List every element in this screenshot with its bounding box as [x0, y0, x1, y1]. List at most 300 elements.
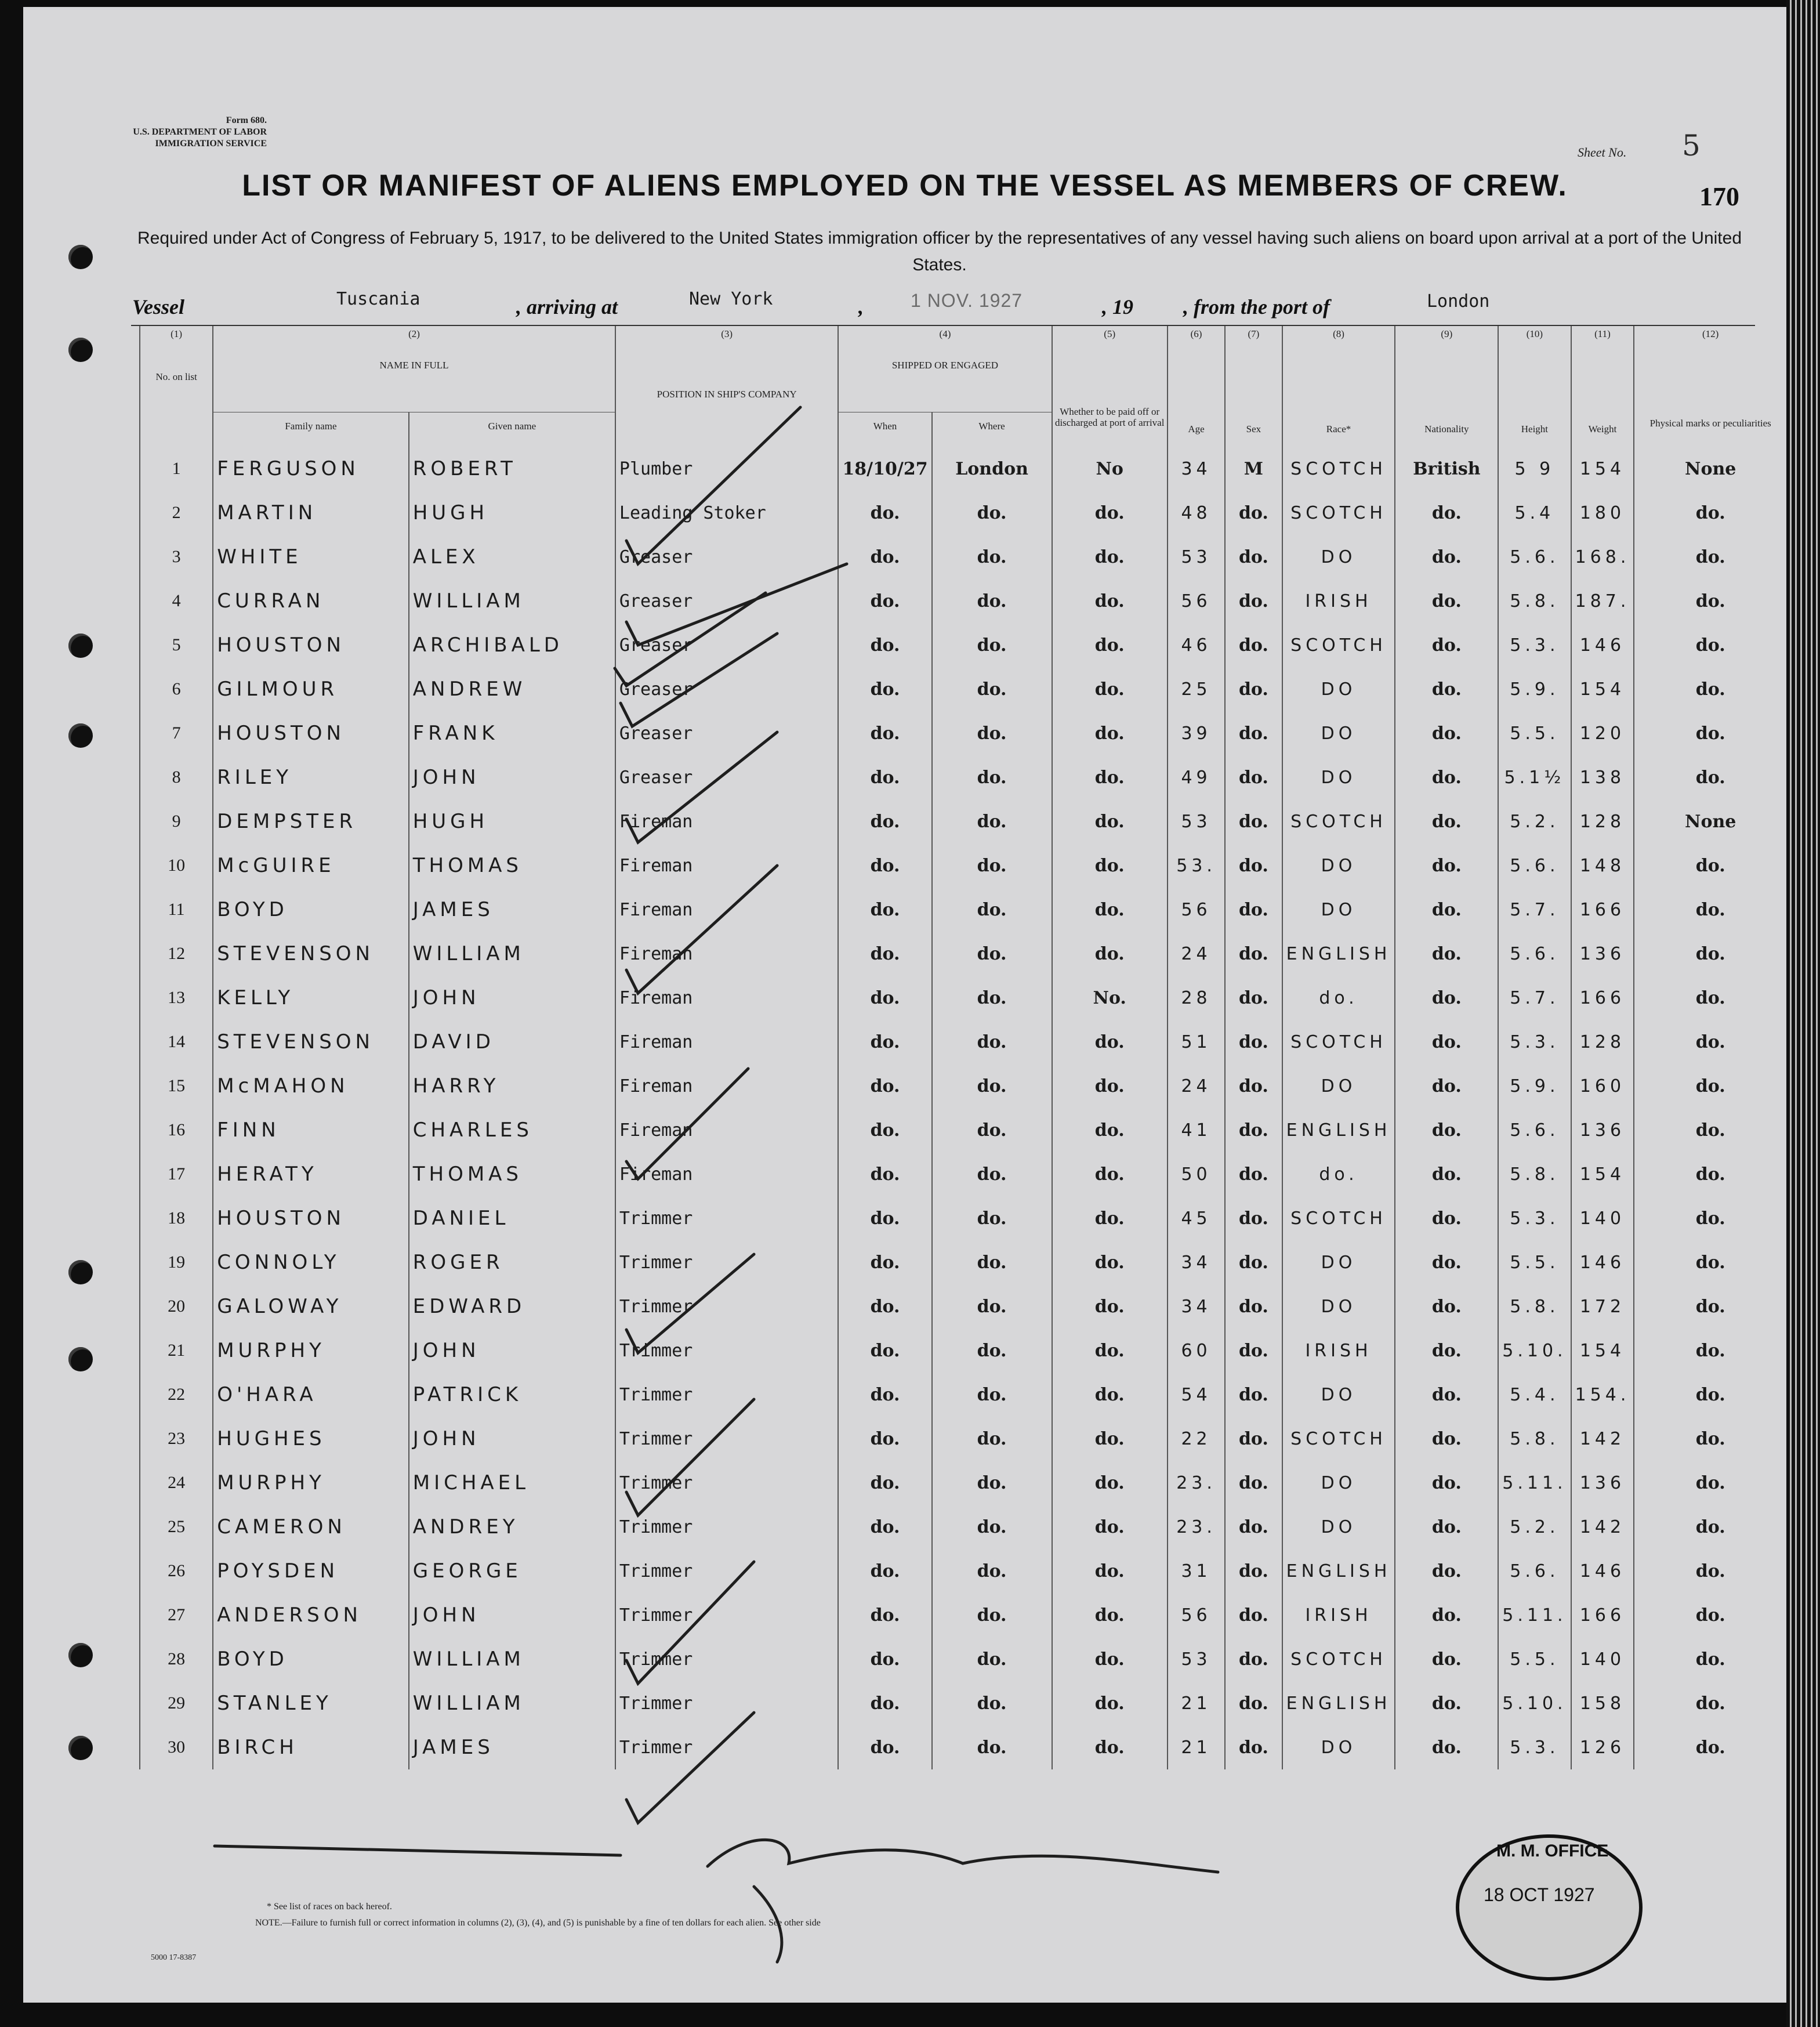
nationality: do. — [1395, 755, 1498, 799]
paid-off: do. — [1052, 799, 1168, 844]
height: 5.8. — [1498, 1284, 1571, 1329]
col-num-1: (1) — [140, 326, 213, 354]
col-num-12: (12) — [1634, 326, 1786, 354]
given-name: HUGH — [409, 491, 615, 535]
shipped-when: do. — [838, 932, 931, 976]
family-name: O'HARA — [213, 1373, 409, 1417]
sex: do. — [1225, 1284, 1282, 1329]
race: SCOTCH — [1282, 1637, 1395, 1681]
col-height: Height — [1498, 354, 1571, 447]
race: DO — [1282, 755, 1395, 799]
weight: 146 — [1571, 623, 1634, 667]
physical-marks: do. — [1634, 755, 1786, 799]
age: 31 — [1168, 1549, 1225, 1593]
row-number: 28 — [140, 1637, 213, 1681]
nationality: do. — [1395, 1417, 1498, 1461]
position: Greaser — [615, 623, 839, 667]
paid-off: No — [1052, 447, 1168, 491]
col-num-8: (8) — [1282, 326, 1395, 354]
physical-marks: do. — [1634, 1152, 1786, 1196]
row-number: 18 — [140, 1196, 213, 1240]
row-number: 27 — [140, 1593, 213, 1637]
weight: 154 — [1571, 447, 1634, 491]
sex: do. — [1225, 755, 1282, 799]
sex: M — [1225, 447, 1282, 491]
sex: do. — [1225, 1064, 1282, 1108]
sex: do. — [1225, 1593, 1282, 1637]
race: DO — [1282, 1064, 1395, 1108]
height: 5.5. — [1498, 1637, 1571, 1681]
height: 5.7. — [1498, 888, 1571, 932]
height: 5.5. — [1498, 1240, 1571, 1284]
position: Trimmer — [615, 1549, 839, 1593]
arrival-date-stamp: 1 NOV. 1927 — [911, 290, 1023, 311]
height: 5.2. — [1498, 1505, 1571, 1549]
family-name: MURPHY — [213, 1461, 409, 1505]
sex: do. — [1225, 1549, 1282, 1593]
given-name: JOHN — [409, 1593, 615, 1637]
row-number: 24 — [140, 1461, 213, 1505]
race: do. — [1282, 1152, 1395, 1196]
paid-off: do. — [1052, 1240, 1168, 1284]
paid-off: do. — [1052, 1725, 1168, 1769]
position: Fireman — [615, 1020, 839, 1064]
given-name: WILLIAM — [409, 1681, 615, 1725]
family-name: STEVENSON — [213, 932, 409, 976]
race: do. — [1282, 976, 1395, 1020]
height: 5.8. — [1498, 1152, 1571, 1196]
height: 5.10. — [1498, 1329, 1571, 1373]
family-name: McMAHON — [213, 1064, 409, 1108]
weight: 146 — [1571, 1549, 1634, 1593]
physical-marks: do. — [1634, 711, 1786, 755]
check-marks — [23, 7, 1786, 2003]
shipped-when: do. — [838, 1240, 931, 1284]
weight: 126 — [1571, 1725, 1634, 1769]
position: Fireman — [615, 1152, 839, 1196]
document-title: LIST OR MANIFEST OF ALIENS EMPLOYED ON THE VESSEL AS MEMBERS OF CREW. — [242, 169, 1568, 202]
sheet-number: 5 — [1682, 129, 1701, 162]
race: ENGLISH — [1282, 1549, 1395, 1593]
given-name: JOHN — [409, 755, 615, 799]
family-name: HOUSTON — [213, 1196, 409, 1240]
paid-off: do. — [1052, 888, 1168, 932]
family-name: POYSDEN — [213, 1549, 409, 1593]
nationality: do. — [1395, 844, 1498, 888]
age: 45 — [1168, 1196, 1225, 1240]
family-name: GILMOUR — [213, 667, 409, 711]
shipped-where: do. — [932, 667, 1052, 711]
physical-marks: do. — [1634, 1505, 1786, 1549]
row-number: 14 — [140, 1020, 213, 1064]
shipped-when: do. — [838, 711, 931, 755]
paid-off: do. — [1052, 844, 1168, 888]
race: SCOTCH — [1282, 1417, 1395, 1461]
physical-marks: do. — [1634, 932, 1786, 976]
family-name: KELLY — [213, 976, 409, 1020]
physical-marks: do. — [1634, 1329, 1786, 1373]
family-name: HUGHES — [213, 1417, 409, 1461]
shipped-where: do. — [932, 1681, 1052, 1725]
footnote-races: * See list of races on back hereof. — [267, 1902, 392, 1912]
race: SCOTCH — [1282, 1196, 1395, 1240]
given-name: JAMES — [409, 1725, 615, 1769]
arrival-port: New York — [689, 289, 773, 309]
physical-marks: do. — [1634, 888, 1786, 932]
shipped-when: do. — [838, 1681, 931, 1725]
weight: 166 — [1571, 1593, 1634, 1637]
position: Trimmer — [615, 1681, 839, 1725]
given-name: WILLIAM — [409, 932, 615, 976]
age: 34 — [1168, 1284, 1225, 1329]
position: Trimmer — [615, 1196, 839, 1240]
shipped-where: do. — [932, 799, 1052, 844]
shipped-when: do. — [838, 844, 931, 888]
race: IRISH — [1282, 1329, 1395, 1373]
department: U.S. DEPARTMENT OF LABOR — [133, 127, 267, 137]
physical-marks: do. — [1634, 1020, 1786, 1064]
row-number: 21 — [140, 1329, 213, 1373]
stamp-date-text: 18 OCT 1927 — [1484, 1884, 1595, 1905]
col-no-on-list: No. on list — [140, 354, 213, 447]
given-name: ANDREW — [409, 667, 615, 711]
paid-off: do. — [1052, 1681, 1168, 1725]
weight: 160 — [1571, 1064, 1634, 1108]
row-number: 26 — [140, 1549, 213, 1593]
sex: do. — [1225, 1329, 1282, 1373]
shipped-where: do. — [932, 1549, 1052, 1593]
height: 5.11. — [1498, 1593, 1571, 1637]
position: Fireman — [615, 932, 839, 976]
shipped-when: do. — [838, 1505, 931, 1549]
given-name: EDWARD — [409, 1284, 615, 1329]
position: Fireman — [615, 976, 839, 1020]
paid-off: do. — [1052, 1549, 1168, 1593]
shipped-when: do. — [838, 1064, 931, 1108]
height: 5.4 — [1498, 491, 1571, 535]
sex: do. — [1225, 1637, 1282, 1681]
sex: do. — [1225, 1417, 1282, 1461]
sex: do. — [1225, 623, 1282, 667]
col-num-4: (4) — [838, 326, 1052, 354]
row-number: 25 — [140, 1505, 213, 1549]
height: 5.6. — [1498, 1549, 1571, 1593]
age: 23. — [1168, 1461, 1225, 1505]
row-number: 19 — [140, 1240, 213, 1284]
position: Fireman — [615, 799, 839, 844]
race: DO — [1282, 535, 1395, 579]
family-name: STANLEY — [213, 1681, 409, 1725]
sex: do. — [1225, 1505, 1282, 1549]
race: ENGLISH — [1282, 1681, 1395, 1725]
arriving-at-label: , arriving at — [516, 295, 618, 318]
shipped-when: do. — [838, 491, 931, 535]
family-name: ANDERSON — [213, 1593, 409, 1637]
col-num-5: (5) — [1052, 326, 1168, 354]
col-physical-marks: Physical marks or peculiarities — [1634, 354, 1786, 447]
col-family-name: Family name — [213, 412, 409, 447]
given-name: GEORGE — [409, 1549, 615, 1593]
height: 5.2. — [1498, 799, 1571, 844]
nationality: do. — [1395, 1681, 1498, 1725]
given-name: DANIEL — [409, 1196, 615, 1240]
height: 5.10. — [1498, 1681, 1571, 1725]
shipped-when: do. — [838, 1417, 931, 1461]
weight: 136 — [1571, 932, 1634, 976]
year-label: , 19 — [1102, 295, 1133, 318]
row-number: 6 — [140, 667, 213, 711]
nationality: do. — [1395, 1549, 1498, 1593]
height: 5.8. — [1498, 579, 1571, 623]
shipped-when: do. — [838, 1593, 931, 1637]
physical-marks: do. — [1634, 1064, 1786, 1108]
row-number: 7 — [140, 711, 213, 755]
age: 56 — [1168, 1593, 1225, 1637]
age: 53 — [1168, 799, 1225, 844]
weight: 128 — [1571, 799, 1634, 844]
sex: do. — [1225, 888, 1282, 932]
weight: 154. — [1571, 1373, 1634, 1417]
position: Trimmer — [615, 1284, 839, 1329]
shipped-when: do. — [838, 535, 931, 579]
height: 5.6. — [1498, 535, 1571, 579]
weight: 140 — [1571, 1637, 1634, 1681]
row-number: 10 — [140, 844, 213, 888]
shipped-where: do. — [932, 1108, 1052, 1152]
nationality: do. — [1395, 1108, 1498, 1152]
sex: do. — [1225, 1152, 1282, 1196]
shipped-when: do. — [838, 1373, 931, 1417]
stamp-office-text: M. M. OFFICE — [1496, 1841, 1609, 1861]
col-position: POSITION IN SHIP'S COMPANY — [615, 354, 839, 447]
family-name: DEMPSTER — [213, 799, 409, 844]
nationality: do. — [1395, 1505, 1498, 1549]
race: DO — [1282, 667, 1395, 711]
nationality: do. — [1395, 1461, 1498, 1505]
shipped-when: do. — [838, 976, 931, 1020]
position: Trimmer — [615, 1461, 839, 1505]
family-name: RILEY — [213, 755, 409, 799]
shipped-when: do. — [838, 1196, 931, 1240]
age: 49 — [1168, 755, 1225, 799]
age: 53. — [1168, 844, 1225, 888]
paid-off: do. — [1052, 579, 1168, 623]
weight: 138 — [1571, 755, 1634, 799]
race: DO — [1282, 1284, 1395, 1329]
col-num-6: (6) — [1168, 326, 1225, 354]
given-name: WILLIAM — [409, 1637, 615, 1681]
nationality: do. — [1395, 1064, 1498, 1108]
shipped-where: do. — [932, 1505, 1052, 1549]
age: 22 — [1168, 1417, 1225, 1461]
col-num-2: (2) — [213, 326, 615, 354]
race: SCOTCH — [1282, 623, 1395, 667]
row-number: 12 — [140, 932, 213, 976]
sex: do. — [1225, 711, 1282, 755]
col-nationality: Nationality — [1395, 354, 1498, 447]
race: IRISH — [1282, 579, 1395, 623]
physical-marks: do. — [1634, 1284, 1786, 1329]
race: ENGLISH — [1282, 1108, 1395, 1152]
sheet-label: Sheet No. — [1578, 145, 1627, 160]
age: 54 — [1168, 1373, 1225, 1417]
physical-marks: None — [1634, 447, 1786, 491]
position: Trimmer — [615, 1593, 839, 1637]
height: 5.3. — [1498, 1020, 1571, 1064]
physical-marks: do. — [1634, 579, 1786, 623]
height: 5.6. — [1498, 1108, 1571, 1152]
given-name: HARRY — [409, 1064, 615, 1108]
height: 5.1½ — [1498, 755, 1571, 799]
shipped-where: do. — [932, 1064, 1052, 1108]
height: 5.3. — [1498, 1725, 1571, 1769]
position: Greaser — [615, 579, 839, 623]
weight: 154 — [1571, 667, 1634, 711]
nationality: do. — [1395, 1637, 1498, 1681]
shipped-where: do. — [932, 711, 1052, 755]
given-name: HUGH — [409, 799, 615, 844]
height: 5.4. — [1498, 1373, 1571, 1417]
position: Greaser — [615, 535, 839, 579]
row-number: 2 — [140, 491, 213, 535]
shipped-where: do. — [932, 755, 1052, 799]
row-number: 3 — [140, 535, 213, 579]
shipped-where: do. — [932, 1461, 1052, 1505]
race: DO — [1282, 1240, 1395, 1284]
given-name: THOMAS — [409, 844, 615, 888]
physical-marks: do. — [1634, 623, 1786, 667]
weight: 142 — [1571, 1417, 1634, 1461]
sex: do. — [1225, 1725, 1282, 1769]
col-num-3: (3) — [615, 326, 839, 354]
weight: 166 — [1571, 888, 1634, 932]
race: DO — [1282, 1373, 1395, 1417]
nationality: do. — [1395, 1329, 1498, 1373]
service: IMMIGRATION SERVICE — [155, 139, 267, 149]
paid-off: do. — [1052, 711, 1168, 755]
sex: do. — [1225, 1108, 1282, 1152]
paid-off: do. — [1052, 1461, 1168, 1505]
age: 53 — [1168, 535, 1225, 579]
nationality: do. — [1395, 711, 1498, 755]
paid-off: do. — [1052, 491, 1168, 535]
col-weight: Weight — [1571, 354, 1634, 447]
comma: , — [858, 295, 864, 318]
weight: 166 — [1571, 976, 1634, 1020]
height: 5.11. — [1498, 1461, 1571, 1505]
nationality: do. — [1395, 667, 1498, 711]
age: 34 — [1168, 447, 1225, 491]
age: 23. — [1168, 1505, 1225, 1549]
vessel-label: Vessel — [132, 295, 184, 318]
shipped-when: 18/10/27 — [838, 447, 931, 491]
family-name: BOYD — [213, 888, 409, 932]
shipped-where: do. — [932, 844, 1052, 888]
family-name: HOUSTON — [213, 711, 409, 755]
physical-marks: do. — [1634, 667, 1786, 711]
sex: do. — [1225, 844, 1282, 888]
row-number: 22 — [140, 1373, 213, 1417]
nationality: do. — [1395, 535, 1498, 579]
physical-marks: do. — [1634, 1108, 1786, 1152]
given-name: FRANK — [409, 711, 615, 755]
row-number: 5 — [140, 623, 213, 667]
sex: do. — [1225, 491, 1282, 535]
nationality: do. — [1395, 799, 1498, 844]
physical-marks: do. — [1634, 1725, 1786, 1769]
position: Leading Stoker — [615, 491, 839, 535]
sex: do. — [1225, 976, 1282, 1020]
sex: do. — [1225, 932, 1282, 976]
col-num-10: (10) — [1498, 326, 1571, 354]
paid-off: do. — [1052, 1020, 1168, 1064]
shipped-when: do. — [838, 1329, 931, 1373]
form-number: Form 680. — [226, 115, 267, 125]
nationality: do. — [1395, 976, 1498, 1020]
position: Plumber — [615, 447, 839, 491]
given-name: WILLIAM — [409, 579, 615, 623]
col-shipped: SHIPPED OR ENGAGED — [838, 354, 1052, 412]
position: Trimmer — [615, 1637, 839, 1681]
paid-off: do. — [1052, 535, 1168, 579]
col-given-name: Given name — [409, 412, 615, 447]
vessel-name: Tuscania — [336, 289, 420, 309]
position: Trimmer — [615, 1505, 839, 1549]
position: Greaser — [615, 667, 839, 711]
col-name-in-full: NAME IN FULL — [213, 354, 615, 412]
paid-off: do. — [1052, 667, 1168, 711]
printer-code: 5000 17-8387 — [151, 1953, 197, 1962]
age: 50 — [1168, 1152, 1225, 1196]
nationality: do. — [1395, 932, 1498, 976]
paid-off: do. — [1052, 1284, 1168, 1329]
sex: do. — [1225, 1373, 1282, 1417]
sex: do. — [1225, 1196, 1282, 1240]
family-name: HOUSTON — [213, 623, 409, 667]
nationality: British — [1395, 447, 1498, 491]
given-name: CHARLES — [409, 1108, 615, 1152]
height: 5 9 — [1498, 447, 1571, 491]
shipped-when: do. — [838, 1637, 931, 1681]
given-name: JOHN — [409, 1417, 615, 1461]
row-number: 17 — [140, 1152, 213, 1196]
paid-off: do. — [1052, 1064, 1168, 1108]
family-name: McGUIRE — [213, 844, 409, 888]
page-number: 170 — [1699, 182, 1739, 211]
col-age: Age — [1168, 354, 1225, 447]
sex: do. — [1225, 1681, 1282, 1725]
race: DO — [1282, 1505, 1395, 1549]
age: 24 — [1168, 1064, 1225, 1108]
row-number: 4 — [140, 579, 213, 623]
physical-marks: do. — [1634, 1637, 1786, 1681]
height: 5.3. — [1498, 623, 1571, 667]
family-name: STEVENSON — [213, 1020, 409, 1064]
height: 5.6. — [1498, 844, 1571, 888]
paid-off: do. — [1052, 1373, 1168, 1417]
given-name: JAMES — [409, 888, 615, 932]
position: Greaser — [615, 755, 839, 799]
weight: 136 — [1571, 1108, 1634, 1152]
given-name: ANDREY — [409, 1505, 615, 1549]
shipped-where: do. — [932, 976, 1052, 1020]
given-name: ROBERT — [409, 447, 615, 491]
weight: 172 — [1571, 1284, 1634, 1329]
age: 41 — [1168, 1108, 1225, 1152]
family-name: CURRAN — [213, 579, 409, 623]
physical-marks: None — [1634, 799, 1786, 844]
race: DO — [1282, 888, 1395, 932]
